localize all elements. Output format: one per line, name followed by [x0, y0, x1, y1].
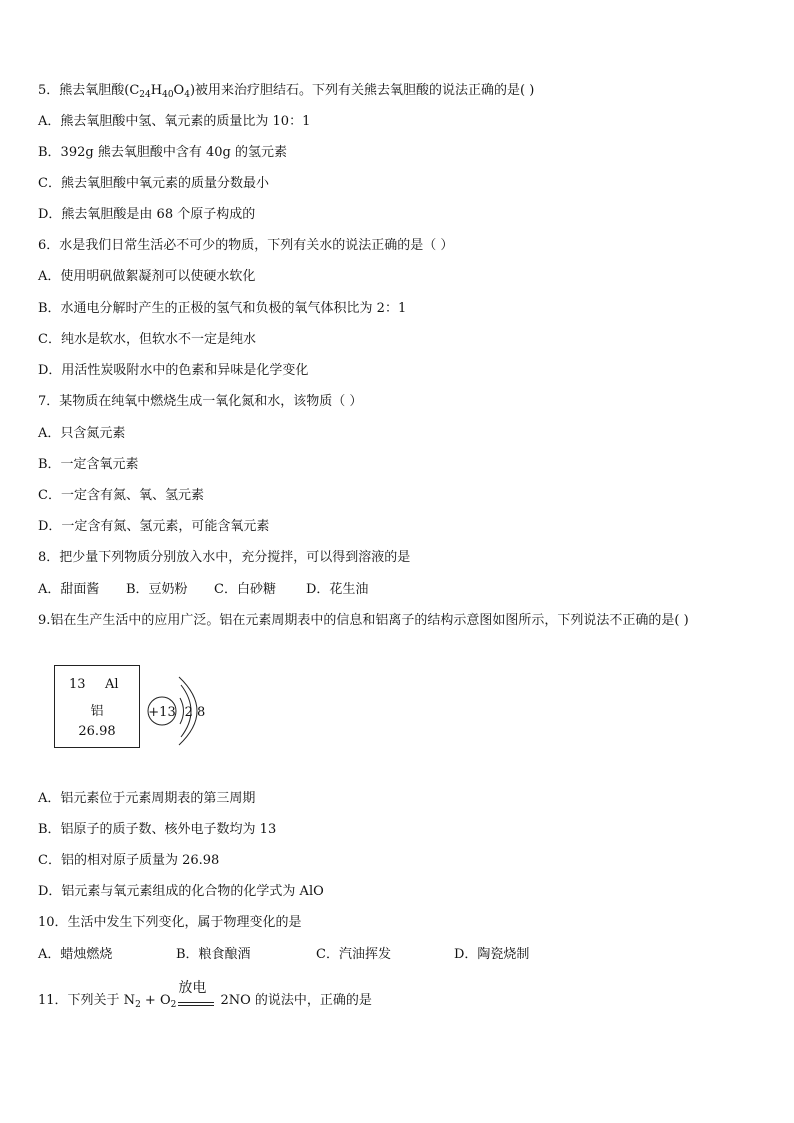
q8-option-d: D．花生油 [306, 582, 369, 597]
q7-option-a: A．只含氮元素 [38, 426, 126, 441]
q5-option-c: C．熊去氧胆酸中氧元素的质量分数最小 [38, 176, 269, 191]
q5-subscript: 40 [162, 90, 174, 100]
q10-option-c: C．汽油挥发 [316, 947, 391, 962]
q9-option-c: C．铝的相对原子质量为 26.98 [38, 853, 220, 868]
q5-stem-part: )被用来治疗胆结石。下列有关熊去氧胆酸的说法正确的是( ) [189, 83, 535, 98]
q9-option-b: B．铝原子的质子数、核外电子数均为 13 [38, 822, 277, 837]
q5-option-a: A．熊去氧胆酸中氢、氧元素的质量比为 10：1 [38, 114, 311, 129]
q5-stem [38, 82, 534, 104]
q5-subscript: 24 [139, 90, 151, 100]
ion-structure-diagram [143, 671, 223, 751]
periodic-table-cell [54, 665, 140, 748]
q5-stem-part: 5．熊去氧胆酸(C [38, 83, 140, 98]
q5-stem-part: H [150, 83, 163, 98]
atomic-number: 13 [69, 677, 86, 692]
q8-options [38, 581, 368, 599]
q10-stem: 10．生活中发生下列变化，属于物理变化的是 [38, 915, 302, 930]
element-symbol: Al [105, 677, 119, 692]
element-name: 铝 [90, 704, 104, 719]
reaction-condition: 放电 [178, 980, 207, 996]
q7-stem: 7．某物质在纯氧中燃烧生成一氧化氮和水，该物质（ ） [38, 394, 363, 409]
q6-option-b: B．水通电分解时产生的正极的氢气和负极的氧气体积比为 2：1 [38, 301, 407, 316]
q11-subscript: 2 [135, 1000, 141, 1010]
q11-stem [38, 980, 372, 1014]
q11-stem-part: + O [140, 993, 171, 1008]
q9-option-a: A．铝元素位于元素周期表的第三周期 [38, 791, 256, 806]
q6-option-d: D．用活性炭吸附水中的色素和异味是化学变化 [38, 363, 309, 378]
q7-option-d: D．一定含有氮、氢元素，可能含氧元素 [38, 519, 270, 534]
atomic-mass: 26.98 [78, 724, 116, 739]
q11-subscript: 2 [170, 1000, 177, 1010]
q8-option-c: C．白砂糖 [214, 582, 276, 597]
q8-option-a: A．甜面酱 [38, 582, 100, 597]
q5-stem-part: O [173, 83, 185, 98]
reaction-arrow [176, 980, 216, 1014]
q11-stem-part: 11．下列关于 N [38, 993, 136, 1008]
q9-option-d: D．铝元素与氧元素组成的化合物的化学式为 AlO [38, 884, 324, 899]
shell-electron-counts: 2 8 [184, 705, 206, 720]
electron-shell-1 [180, 698, 184, 724]
q6-option-a: A．使用明矾做絮凝剂可以使硬水软化 [38, 269, 256, 284]
nucleus-charge: +13 [148, 705, 176, 720]
q10-option-d: D．陶瓷烧制 [454, 947, 530, 962]
q7-option-c: C．一定含有氮、氧、氢元素 [38, 488, 204, 503]
q8-stem: 8．把少量下列物质分别放入水中，充分搅拌，可以得到溶液的是 [38, 550, 411, 565]
q6-stem: 6．水是我们日常生活必不可少的物质，下列有关水的说法正确的是（ ） [38, 238, 454, 253]
q10-option-a: A．蜡烛燃烧 [38, 947, 113, 962]
q5-subscript: 4 [184, 90, 190, 100]
q5-option-d: D．熊去氧胆酸是由 68 个原子构成的 [38, 207, 256, 222]
q6-option-c: C．纯水是软水，但软水不一定是纯水 [38, 332, 256, 347]
q8-option-b: B．豆奶粉 [126, 582, 188, 597]
q10-options [38, 946, 529, 964]
q9-stem: 9.铝在生产生活中的应用广泛。铝在元素周期表中的信息和铝离子的结构示意图如图所示，下列说法不正确的是( ) [38, 613, 689, 628]
q11-stem-part: 2NO 的说法中，正确的是 [216, 993, 372, 1008]
q7-option-b: B．一定含氧元素 [38, 457, 139, 472]
q5-option-b: B．392g 熊去氧胆酸中含有 40g 的氢元素 [38, 145, 287, 160]
q10-option-b: B．粮食酿酒 [176, 947, 251, 962]
